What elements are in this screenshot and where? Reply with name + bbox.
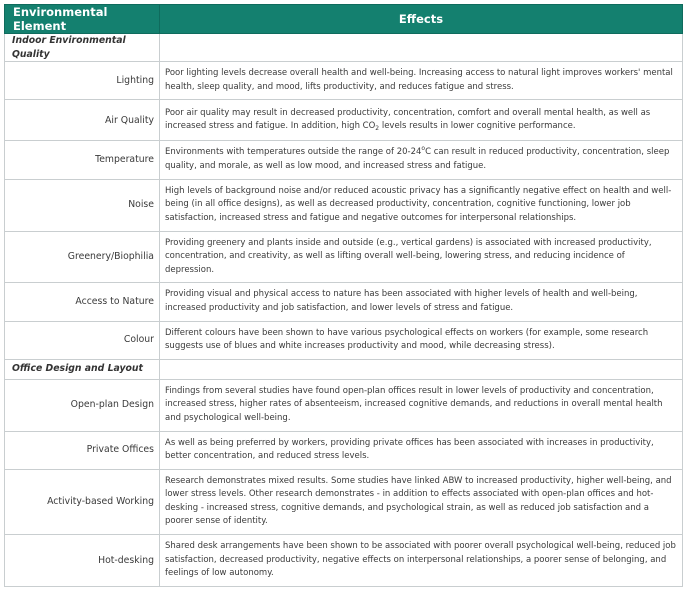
- table-row: [5, 62, 683, 100]
- effect-cell: Different colours have been shown to have various psychological effects on workers (for example, some research suggests use of blues and white increases productivity and mood, while decreasing stress).: [160, 321, 683, 359]
- effect-cell: As well as being preferred by workers, providing private offices has been associated with increases in productivity, better concentration, and reduced stress levels.: [160, 431, 683, 469]
- section-row-office-design: [5, 359, 683, 379]
- element-cell: Open-plan Design: [5, 379, 160, 431]
- table-row: [5, 179, 683, 231]
- section-row-ieq: [5, 34, 683, 62]
- element-cell: Hot-desking: [5, 535, 160, 587]
- table-row: [5, 379, 683, 431]
- effect-cell: Providing greenery and plants inside and outside (e.g., vertical gardens) is associated with increased productivity, concentration, and creativity, as well as lifting overall well-being, lowering stress, and reducing incidence of depression.: [160, 231, 683, 283]
- section-empty-cell: [160, 359, 683, 379]
- element-cell: Activity-based Working: [5, 469, 160, 534]
- effect-cell: Research demonstrates mixed results. Some studies have linked ABW to increased productivity, higher well-being, and lower stress levels. Other research demonstrates - in addition to effects associated with open-plan offices and hot-desking - increased stress, cognitive demands, and psychological strain, as well as reduced job satisfaction and a poorer sense of identity.: [160, 469, 683, 534]
- element-cell: Lighting: [5, 62, 160, 100]
- effect-cell: Shared desk arrangements have been shown to be associated with poorer overall psychological well-being, reduced job satisfaction, decreased productivity, negative effects on interpersonal relationships, a poorer sense of belonging, and feelings of low autonomy.: [160, 535, 683, 587]
- table-row: [5, 283, 683, 321]
- section-title: Indoor Environmental Quality: [5, 34, 160, 62]
- effect-text: C can result in reduced productivity, concentration, sleep quality, and morale, as well as low mood, and increased stress and fatigue.: [165, 147, 670, 171]
- effects-table-container: [4, 4, 682, 587]
- effect-text: Environments with temperatures outside the range of 20-24: [165, 147, 422, 158]
- environmental-effects-table: [4, 4, 683, 587]
- effect-cell: Poor lighting levels decrease overall health and well-being. Increasing access to natural light improves workers' mental health, sleep quality, and mood, lifts productivity, and reduces fatigue and stress.: [160, 62, 683, 100]
- element-cell: Air Quality: [5, 100, 160, 141]
- table-row: [5, 469, 683, 534]
- element-cell: Greenery/Biophilia: [5, 231, 160, 283]
- effect-text: Poor air quality may result in decreased productivity, concentration, comfort and overall mental health, as well as increased stress and fatigue. In addition, high CO: [165, 107, 651, 132]
- effect-subscript: 2: [375, 125, 380, 133]
- section-title: Office Design and Layout: [5, 359, 160, 379]
- effect-cell: Providing visual and physical access to nature has been associated with higher levels of health and well-being, increased productivity and job satisfaction, and lower levels of stress and fatigue.: [160, 283, 683, 321]
- element-cell: Noise: [5, 179, 160, 231]
- table-row: [5, 231, 683, 283]
- table-header-row: [5, 5, 683, 34]
- element-cell: Colour: [5, 321, 160, 359]
- effect-cell: High levels of background noise and/or reduced acoustic privacy has a significantly negative effect on health and well-being (in all office designs), as well as decreased productivity, concentration, cognitive functioning, lower job satisfaction, increased stress and fatigue and negative outcomes for interpersonal relationships.: [160, 179, 683, 231]
- table-row: [5, 100, 683, 141]
- section-empty-cell: [160, 34, 683, 62]
- element-cell: Temperature: [5, 141, 160, 179]
- effect-superscript: o: [421, 145, 426, 153]
- column-header-element: Environmental Element: [5, 5, 160, 34]
- effect-cell: [160, 100, 683, 141]
- effect-cell: [160, 141, 683, 179]
- effect-cell: Findings from several studies have found open-plan offices result in lower levels of productivity and concentration, increased stress, higher rates of absenteeism, increased cognitive demands, and reductions in overall mental health and psychological well-being.: [160, 379, 683, 431]
- table-row: [5, 141, 683, 179]
- table-row: [5, 321, 683, 359]
- column-header-effects: Effects: [160, 5, 683, 34]
- element-cell: Access to Nature: [5, 283, 160, 321]
- table-row: [5, 535, 683, 587]
- table-row: [5, 431, 683, 469]
- element-cell: Private Offices: [5, 431, 160, 469]
- effect-text: levels results in lower cognitive performance.: [379, 121, 576, 132]
